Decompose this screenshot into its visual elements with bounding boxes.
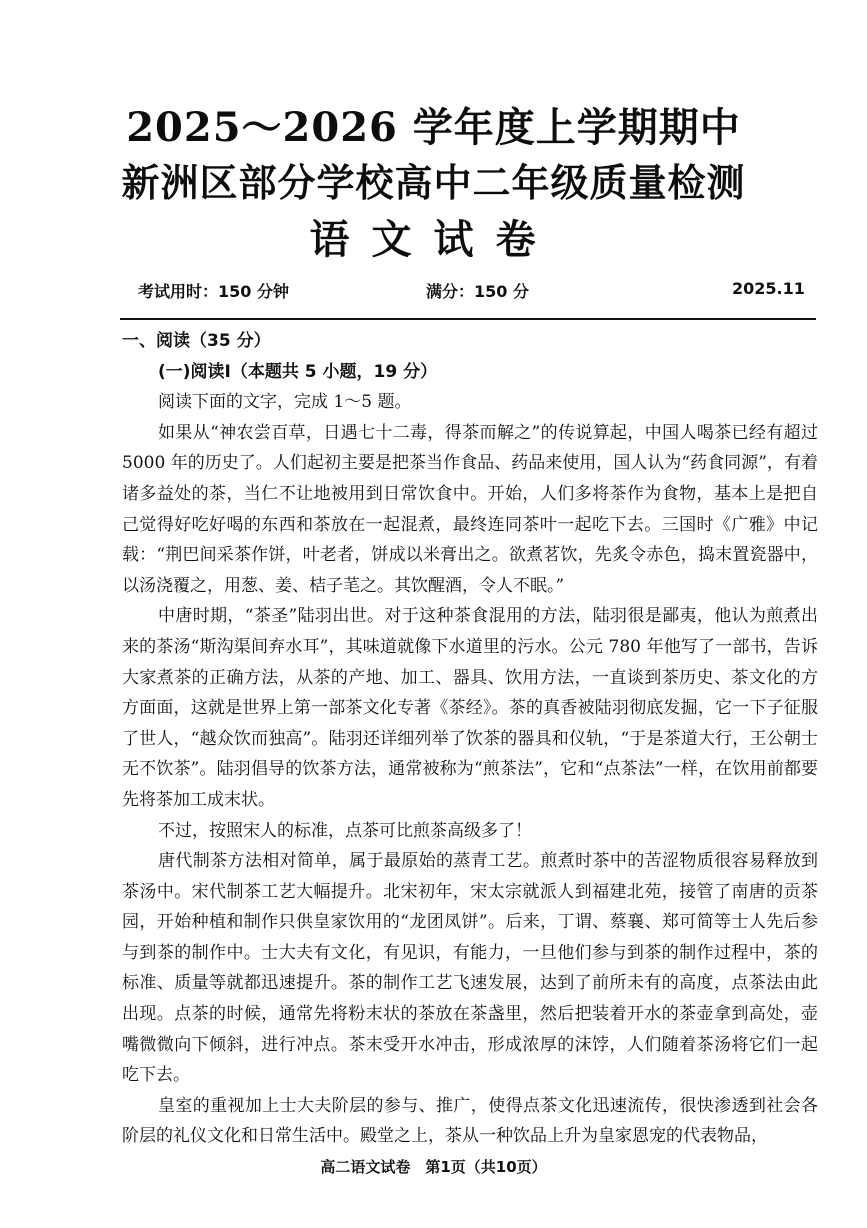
exam-body [122, 326, 818, 1152]
exam-title-line2: 新洲区部分学校高中二年级质量检测 [121, 160, 746, 205]
exam-title-line1: 2025～2026 学年度上学期期中 [126, 104, 741, 151]
header-divider [120, 318, 816, 320]
passage-paragraph: 皇室的重视加上士大夫阶层的参与、推广，使得点茶文化迅速流传，很快渗透到社会各阶层的礼仪文化和日常生活中。殿堂之上，茶从一种饮品上升为皇家恩宠的代表物品， [122, 1095, 818, 1147]
subsection-heading: (一)阅读Ⅰ（本题共 5 小题，19 分） [158, 361, 438, 382]
page-footer: 高二语文试卷 第1页（共10页） [320, 1158, 547, 1176]
exam-date: 2025.11 [732, 279, 805, 298]
exam-full-score: 满分：150 分 [426, 282, 529, 301]
exam-subject-title: 语文试卷 [309, 216, 558, 263]
passage-paragraph: 中唐时期，“茶圣”陆羽出世。对于这种茶食混用的方法，陆羽很是鄙夷，他认为煎煮出来的茶汤“斯沟渠间弃水耳”，其味道就像下水道里的污水。公元 780 年他写了一部书，告诉大家煮茶的正确方法，从茶的产地、加工、器具、饮用方法，一直谈到茶历史、茶文化的方方面面，这就是世界上第一部茶文化专著《茶经》。茶的真香被陆羽彻底发掘，它一下子征服了世人，“越众饮而独高”。陆羽还详细列举了饮茶的器具和仪轨，“于是茶道大行，王公朝士无不饮茶”。陆羽倡导的饮茶方法，通常被称为“煎茶法”，它和“点茶法”一样，在饮用前都要先将茶加工成末状。 [122, 606, 818, 810]
passage-paragraph: 唐代制茶方法相对简单，属于最原始的蒸青工艺。煎煮时茶中的苦涩物质很容易释放到茶汤中。宋代制茶工艺大幅提升。北宋初年，宋太宗就派人到福建北苑，接管了南唐的贡茶园，开始种植和制作只供皇家饮用的“龙团凤饼”。后来，丁谓、蔡襄、郑可简等士人先后参与到茶的制作中。士大夫有文化，有见识，有能力，一旦他们参与到茶的制作过程中，茶的标准、质量等就都迅速提升。茶的制作工艺飞速发展，达到了前所未有的高度，点茶法由此出现。点茶的时候，通常先将粉末状的茶放在茶盏里，然后把装着开水的茶壶拿到高处，壶嘴微微向下倾斜，进行冲点。茶末受开水冲击，形成浓厚的沫饽，人们随着茶汤将它们一起吃下去。 [122, 851, 818, 1086]
section-heading: 一、阅读（35 分） [122, 331, 271, 351]
exam-duration: 考试用时：150 分钟 [138, 282, 289, 301]
passage-paragraph: 不过，按照宋人的标准，点茶可比煎茶高级多了！ [158, 820, 532, 841]
passage-paragraph: 如果从“神农尝百草，日遇七十二毒，得茶而解之”的传说算起，中国人喝茶已经有超过 5000 年的历史了。人们起初主要是把茶当作食品、药品来使用，国人认为“药食同源”，有着诸多益处的茶，当仁不让地被用到日常饮食中。开始，人们多将茶作为食物，基本上是把自己觉得好吃好喝的东西和茶放在一起混煮，最终连同茶叶一起吃下去。三国时《广雅》中记载：“荆巴间采茶作饼，叶老者，饼成以米膏出之。欲煮茗饮，先炙令赤色，捣末置瓷器中，以汤浇覆之，用葱、姜、桔子芼之。其饮醒酒，令人不眠。” [122, 422, 818, 596]
reading-instruction: 阅读下面的文字，完成 1～5 题。 [158, 392, 412, 413]
